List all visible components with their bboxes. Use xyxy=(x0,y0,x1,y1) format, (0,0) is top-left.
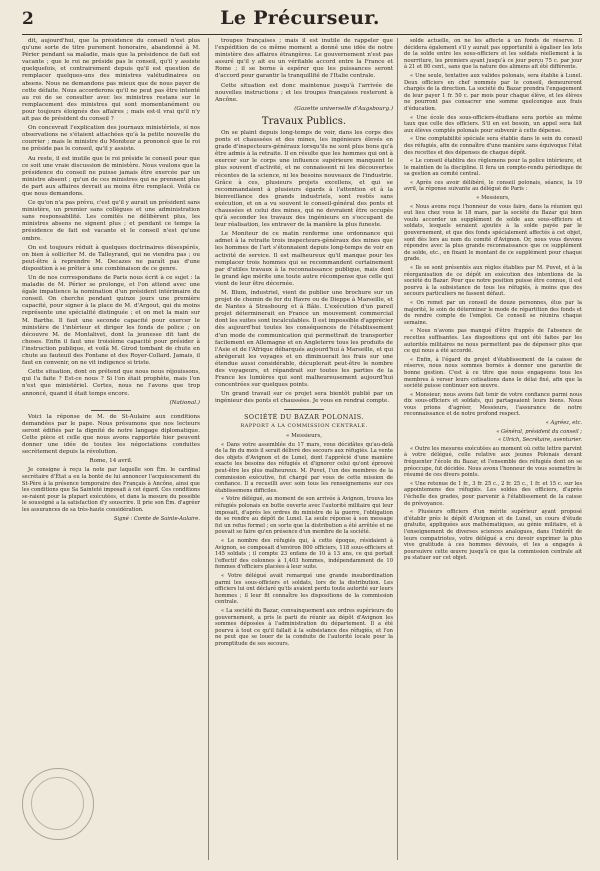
paragraph: On concevrait l'explication des journaux ministériels, si nos observations ne s'étaient attachées qu'à la petite nouvelle du courrier ; mais le ministre du Moniteur a prononcé que le roi ne préside pas le conseil, qu'il y assiste. xyxy=(22,125,200,153)
paragraph: Ce qu'on n'a pas prévu, c'est qu'il y aurait un président sans ministère, un premier sans collègues et une administration sans responsabilité. Les comités ne délibèrent plus, les ministres absens ne signent plus ; et pendant ce temps la présidence de fait est vacante et le conseil n'est qu'une ombre. xyxy=(22,200,200,242)
paragraph: « Ils se sont présentés aux règles établies par M. Puvet, et à la réorganisation de ce dépôt en exécution des intentions de la société du Bazar. Pour que notre position puisse être connue, il est pourvu à la subsistance de tous les réfugiés, à moins que des secours particuliers ne fassent défaut. xyxy=(404,265,582,298)
paragraph: On se plaint depuis long-temps de voir, dans les corps des ponts et chaussées et des mines, les ingénieurs élevés en grade d'inspecteurs-généraux lorsqu'ils ne sont plus bons qu'à être admis à la retraite. Il en résulte que les hommes qui ont à exercer sur le corps une influence supérieure manquent le plus souvent d'activité, et ne connaissent ni les découvertes récentes de la science, ni les besoins nouveaux de l'industrie. Grâce à ces, plusieurs projets excellens, et qui se recommandaient à plusieurs égards à l'attention et à la bienveillance des grands industriels, sont restés sans exécution, et on a vu souvent le conseil-général des ponts et chaussées et celui des mines, qui ne devraient être occupés qu'à seconder les travaux des ingénieurs en s'occupant de leur réalisation, les entraver de la manière la plus funeste. xyxy=(215,129,393,229)
signature: « Agréez, etc. xyxy=(545,420,582,427)
signature: « Général, président du conseil ; xyxy=(496,428,582,435)
signature: « Ulrich, Secrétaire, aventurier. xyxy=(498,437,582,444)
column-2 xyxy=(215,38,393,858)
paragraph: Voici la réponse de M. de St-Aulaire aux conditions demandées par le pape. Nous présumons que nos lecteurs seront édifiés par la dignité de notre langage diplomatique. Cette pièce et celle que nous avons rapportée hier peuvent donner une idée de toutes les négociations conduites secrètement depuis la révolution. xyxy=(22,413,200,456)
paragraph: « On remet par un conseil de douze personnes, élus par la majorité, le soin de déterminer le mode de répartition des fonds et de rendre compte de l'emploi. Ce conseil se réunira chaque semaine. xyxy=(404,299,582,326)
separator xyxy=(91,410,131,411)
salutation: « Messieurs, xyxy=(476,195,510,202)
paragraph: On est toujours réduit à quelques doctrinaires désespérés, on bien à solliciter M. de Talleyrand, qui ne viendra pas ; ou peut-être à reprendre M. Decazes ne paraît pas d'une disposition à se prêter à une combinaison de ce genre. xyxy=(22,244,200,272)
paragraph: « Le nombre des réfugiés qui, à cette époque, résidaient à Avignon, se composait d'environ 800 officiers, 118 sous-officiers et 145 soldats ; il compte 23 enfans de 10 à 13 ans, ce qui portait l'effectif des colonnes à 1,403 hommes, indépendamment de 10 femmes d'officiers placées à leur suite. xyxy=(215,538,393,571)
paragraph: « Enfin, à l'égard du projet d'établissement de la caisse de réserve, nous nous sommes bornés à donner une garantie de bonne gestion. C'est à ce titre que nous engageons tous les membres à verser leurs cotisations dans le délai fixé, afin que la société puisse continuer son œuvre. xyxy=(404,356,582,390)
page-number: 2 xyxy=(22,9,34,29)
column-divider xyxy=(208,38,209,860)
paragraph: M. Blum, industriel, vient de publier une brochure sur un projet de chemin de fer du Havre ou de Dieppe à Marseille, et de Nantes à Strasbourg et à Bâle. L'exécution d'un pareil projet déterminerait en France un mouvement commercial dont les suites sont incalculables. Il est impossible d'apprécier dès aujourd'hui toutes les conséquences de l'établissement d'un mode de communication qui permettrait de transporter facilement en Allemagne et en Angleterre tous les produits de l'Asie et de l'Afrique débarqués aujourd'hui à Marseille, et qui abrégerait les voyages et en diminuerait les frais sur une étendue aussi considérable, décuplerait peut-être le nombre des voyageurs, et répandrait sur toutes les parties de la France les lumières qui sont malheureusement aujourd'hui concentrées sur quelques points. xyxy=(215,290,393,389)
paragraph: « Nous avons reçu l'honneur de vous faire, dans la réunion qui eut lieu chez vous le 18 mars, par la société du Bazar qui bien voulu accorder un supplément de solde aux sous-officiers et soldats, lesquels seraient ajoutés à la solde payée par le gouvernement, et que des fonds spécialement affectés à cet objet, sont dès lors au nom du comité d'Avignon. Or, nous vous devons répondre avec la plus grande reconnaissance que ce supplément de solde, etc., en fixant le montant de ce supplément pour chaque grade. xyxy=(404,203,582,263)
page-header xyxy=(0,0,600,34)
paragraph: Le Moniteur de ce matin renferme une ordonnance qui admet à la retraite trois inspecteurs-généraux des mines que les hommes de l'art s'étonnaient depuis long-temps de voir en activité de service. Il est malheureux qu'il manque pour les remplacer trois hommes qui se recommandent certainement par d'utiles travaux à la reconnaissance publique, mais dont le grand âge mérite une toute autre récompense que celle qui vient de leur être décernée. xyxy=(215,231,393,287)
header-rule xyxy=(22,34,582,35)
separator xyxy=(284,409,324,410)
paragraph: Cette situation, dont on prétend que nous nous réjouissons, qui l'a faite ? Est-ce nous ? Si l'on était prophète, mais l'on n'est que ministériel. Certes, nous ne l'avons que trop annoncé, quand il était temps encore. xyxy=(22,369,200,397)
paragraph: « Une école des sous-officiers-étudians sera portée au même taux que celle des officiers. S'il en est besoin, un appel sera fait aux élèves comptés polonais pour subvenir à cette dépense. xyxy=(404,114,582,134)
paragraph: « Outre les mesures exécutées au moment où cette lettre parvint à votre délégué, celle relative aux jeunes Polonais devant fréquenter l'école du Bazar, et l'ensemble des réfugiés dont on se préoccupe, fut décidée. Nous avons l'honneur de vous soumettre le résumé de ces divers points. xyxy=(404,445,582,479)
masthead-title: Le Précurseur. xyxy=(220,7,380,29)
column-1 xyxy=(22,38,200,858)
dateline: Rome, 14 avril. xyxy=(89,458,133,465)
paragraph: Au reste, il est inutile que le roi préside le conseil pour que ce soit une vraie discussion de ministère. Nous voulons que la présidence du conseil ne puisse jamais être exercée par un ministre absent ; qu'un de ces ministres qui ne prennent plus de part aux affaires devrait au moins être remplacé. Voilà ce que nous demandons. xyxy=(22,155,200,197)
paragraph: « Dans votre assemblée du 17 mars, vous décidâtes qu'au-delà de la fin du mois il serait délivré des secours aux réfugiés. La vente des objets d'Avignon et de Lunel, dont l'apprécié d'une manière exacte les besoins des réfugiés et d'ignorer celui qu'ont éprouvé peut-être les plus malheureux. M. Puvet, l'un des membres de la commission exécutive, fut chargé par vous de cette mission de confiance. Il a recueilli avec soin tous les renseignemens sur ces établissemens difficiles. xyxy=(215,441,393,494)
paragraph: Un de nos correspondans de Paris nous écrit à ce sujet : la maladie de M. Périer se prolonge, et l'on attend avec une égale impatience la nomination d'un président intérimaire du conseil. On cherche pendant quinze jours une première capacité, pour signer à la place de M. d'Argout, qui du moins représente une spécialité distinguée ; et on met la main sur M. Barthe. Il faut une seconde capacité pour exercer le ministère de l'intérieur et diriger les fonds de police ; on découvre M. de Montalivet, dont la jeunesse dit tant de choses. Enfin il faut une troisième capacité pour présider à l'instruction publique, et voilà M. Girod tombant de chute en chute au fauteuil des Fontane et des Royer-Collard. Jamais, il faut en convenir, on ne vit indigence si triste. xyxy=(22,275,200,367)
paragraph: troupes françaises ; mais il est inutile de rappeler que l'expédition de ce même moment a donné une idée de notre ministère des affaires étrangères. Le gouvernement n'est pas assuré qu'il y ait eu un véritable accord entre la France et Rome ; il se borne à espérer que les puissances seront d'accord pour garantir la tranquillité de l'Italie centrale. xyxy=(215,38,393,80)
paragraph: « Plusieurs officiers d'un mérite supérieur ayant proposé d'établir près le dépôt d'Avignon et de Lunel, un cours d'étude gratuite, appliquées aux mathématiques, au génie militaire, et à l'enseignement de diverses sciences analogues, dans l'intérêt de leurs compatriotes, votre délégué a cru devoir exprimer la plus vive gratitude à ces hommes dévoués, et les a engagés à poursuivre cette œuvre jusqu'à ce que la commission centrale ait pu statuer sur cet objet. xyxy=(404,509,582,562)
paragraph: « Une seule, tentative aux valides polonais, sera établie à Lunel. Deux officiers en chef nommés par le conseil, demeureront chargés de la direction. La société du Bazar prendra l'engagement de leur payer 1 fr. 50 c. par mois pour chaque élève, et les élèves ne pourront pas consacrer une somme quelconque aux frais d'éducation. xyxy=(404,72,582,112)
column-3 xyxy=(404,38,582,858)
paragraph: solde actuelle, on ne les affecte à un fonds de réserve. Il décidera également s'il y aurait pas opportunité à égaliser les lots de la solde entre les sous-officiers et les soldats réellement à la nourriture, les premiers ayant jusqu'à ce jour perçu 75 c. par jour à 21 et 80 cent., sans que la nature des alimens ait été différente. xyxy=(404,38,582,71)
source-citation: (National.) xyxy=(169,399,200,406)
signature: Signé : Comte de Sainte-Aulaire. xyxy=(113,515,200,522)
paragraph: « Une retenue de 1 fr., 3 fr. 25 c., 2 fr. 25 c., 1 fr. et 15 c. sur les appointemens des réfugiés. Les soldes des officiers, d'après l'échelle des grades, pour parvenir à l'établissement de la caisse de prévoyance. xyxy=(404,480,582,507)
library-stamp xyxy=(22,768,94,840)
source-citation: (Gazette universelle d'Augsbourg.) xyxy=(294,105,393,112)
salutation: « Messieurs, xyxy=(285,432,322,439)
paragraph: « Votre délégué, au moment de son arrivée à Avignon, trouva les réfugiés polonais en butte ouverte avec l'autorité militaire qui leur imposait, d'après les ordres du ministre de la guerre, l'obligation de se rendre au dépôt de Lunel. La seule réponse à son message fut un refus formel ; en sorte que la distribution a été arrêtée et ne pouvait se faire qu'en présence d'un membre de la société. xyxy=(215,496,393,536)
paragraph: Cette situation est donc maintenue jusqu'à l'arrivée de nouvelles instructions ; et les troupes françaises resteront à Ancône. xyxy=(215,82,393,103)
column-divider xyxy=(397,38,398,860)
paragraph: Un grand travail sur ce projet sera bientôt publié par un ingénieur des ponts et chaussées. Je vous en rendrai compte. xyxy=(215,391,393,405)
section-subtitle: RAPPORT A LA COMMISSION CENTRALE. xyxy=(240,422,368,429)
paragraph: « Votre délégué avait remarqué une grande insubordination parmi les sous-officiers et soldats, lors de la distribution. Les officiers lui ont déclaré qu'ils avaient perdu toute autorité sur leurs hommes ; il leur fit connaître les dispositions de la commission centrale. xyxy=(215,572,393,606)
paragraph: « Monsieur, nous avons fait tenir de votre confiance parmi nous dix sous-officiers et soldats, qui partageaient leurs biens. Nous vous prions d'agréer, Messieurs, l'assurance de notre reconnaissance et de notre profond respect. xyxy=(404,391,582,418)
paragraph: Je consigne à reçu la note par laquelle son Ém. le cardinal secrétaire d'État a eu la bonté de lui annoncer l'acquiescement du St-Père à la présence temporaire des Français à Ancône, ainsi que les conditions que Sa Sainteté imposait à cet égard. Ces conditions se-raient pour la plupart exécutées, et dans la mesure du possible le soussigné a la satisfaction d'y souscrire. Il prie son Ém. d'agréer les assurances de sa très-haute considération. xyxy=(22,467,200,513)
paragraph: « La société du Bazar, convainquement aux ordres supérieurs du gouvernement, a pris le parti de réunir au dépôt d'Avignon les sommes déposées à l'administration du département. Il a été pourvu à tout ce qu'il fallait à la subsistance des réfugiés, et l'on ne peut que se louer de la conduite de l'autorité locale pour la promptitude de ses secours. xyxy=(215,607,393,647)
paragraph: « Le conseil établira des règlemens pour la police intérieure, et le maintien de la discipline. Il fera un compte-rendu périodique de sa gestion au comité central. xyxy=(404,158,582,178)
section-title: SOCIÉTÉ DU BAZAR POLONAIS. xyxy=(244,413,364,421)
paragraph: « Une comptabilité spéciale sera établie dans le sein du conseil des réfugiés, afin de connaître d'une manière sans équivoque l'état des recettes et des dépenses de chaque dépôt. xyxy=(404,136,582,156)
paragraph: « Après ces avoir délibéré, le conseil polonais, séance, la 19 avril, la réponse suivante au délégué de Paris : xyxy=(404,179,582,193)
section-title: Travaux Publics. xyxy=(261,115,347,127)
paragraph: « Nous n'avons pas manqué d'être frappés de l'absence de recettes suffisantes. Les dispositions qui ont été faites par les autorités militaires ne nous permettent pas de dépenser plus que ce qui nous a été accordé. xyxy=(404,328,582,355)
paragraph: dit, aujourd'hui, que la présidence du conseil n'est plus qu'une sorte de titre purement honoraire, abandonné à M. Périer pendant sa maladie, mais que la présidence de fait est vacante ; que le roi ne préside pas le conseil, qu'il y assiste quelquefois, et contrairement depuis qu'il est question de remplacer quelques-uns des ministres valétudinaires ou absens. Nous ne demandons pas mieux que de nous payer de cette défaite. Nous accorderons qu'il ne peut pas être intenté au roi de se consulter avec les ministres restans sur le remplacement des ministres qui sont momentanément ou pour toujours éloignés des affaires ; mais est-il vrai qu'il n'y ait pas de président du conseil ? xyxy=(22,38,200,123)
